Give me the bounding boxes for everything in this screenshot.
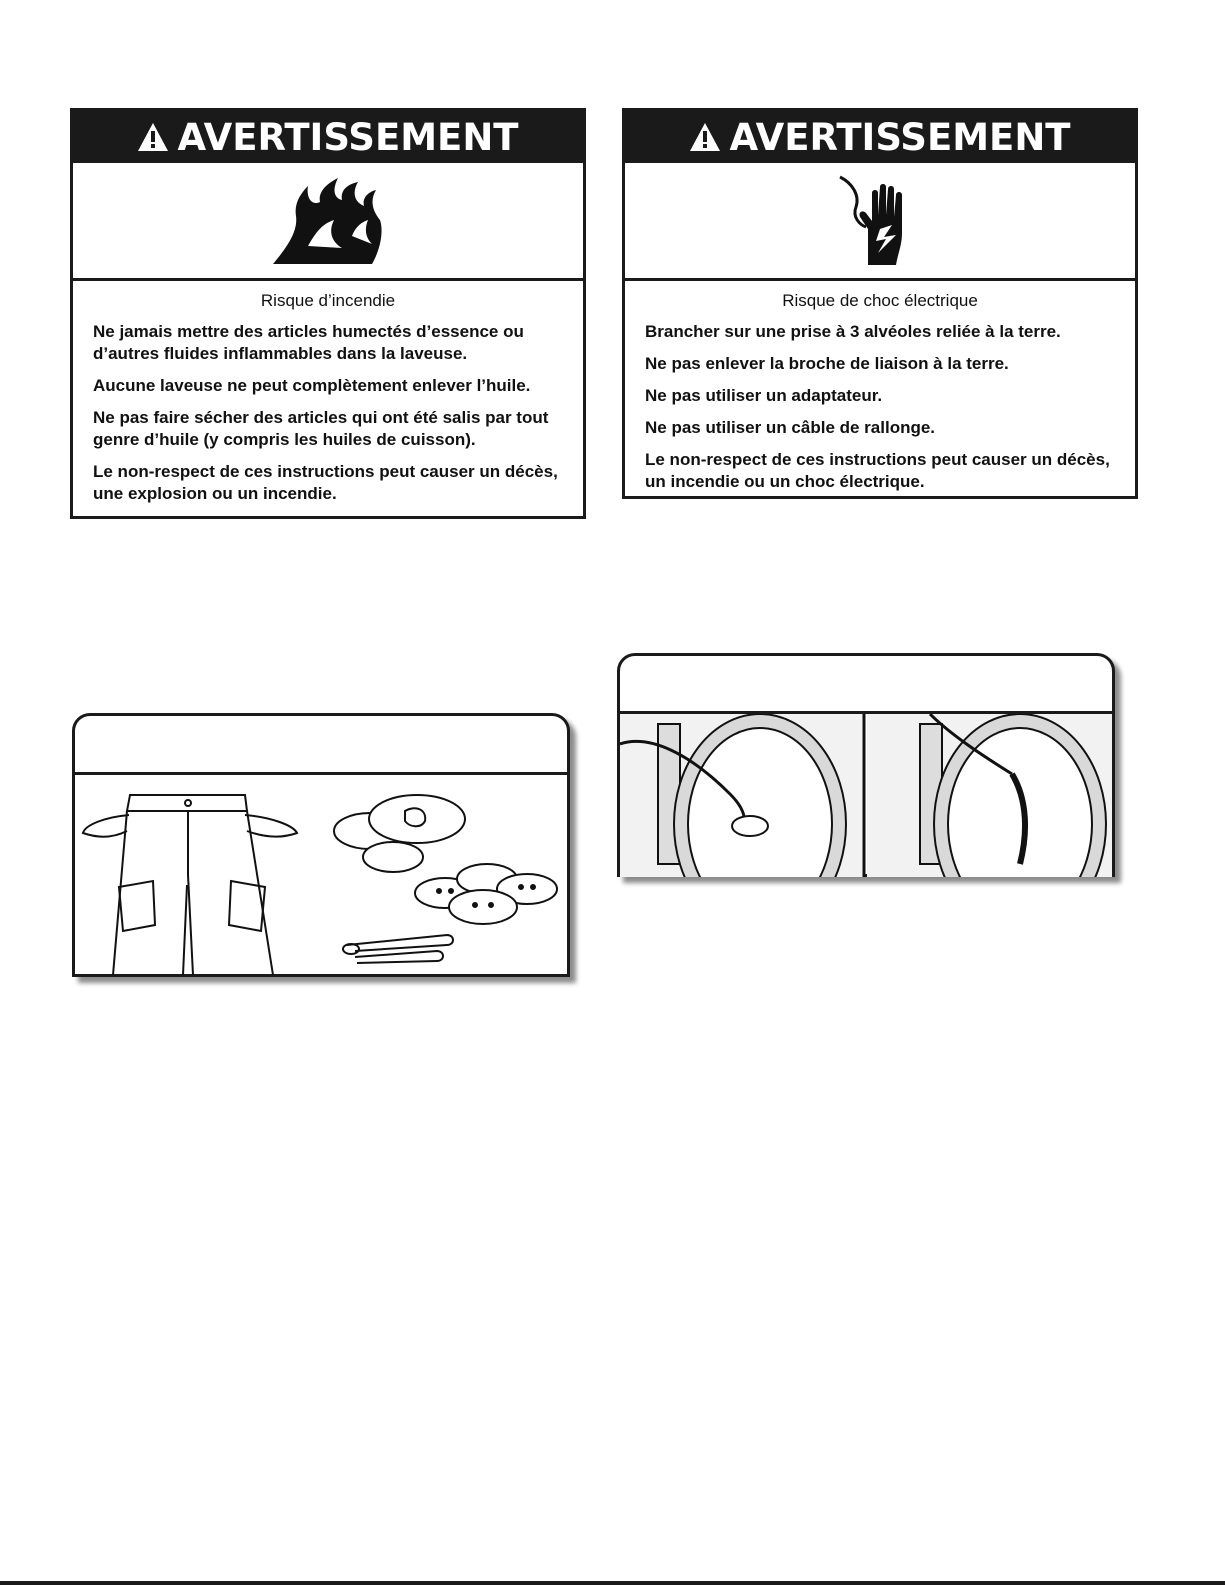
warning-body [73, 281, 583, 505]
warning-box-electric [622, 108, 1138, 499]
warning-symbol-area [625, 163, 1135, 281]
warning-header [625, 111, 1135, 163]
warning-symbol-area [73, 163, 583, 281]
buttons-icon [415, 864, 557, 924]
wipe-door-gasket-icon [620, 714, 864, 877]
illustration-door-seal [617, 653, 1115, 877]
warning-line: Brancher sur une prise à 3 alvéoles reliée à la terre. [645, 322, 1061, 341]
coins-icon [334, 795, 465, 872]
hazard-title: Risque d’incendie [260, 291, 396, 310]
safety-pins-icon [343, 935, 453, 963]
illustration-header-bar [620, 656, 1112, 714]
warning-title: AVERTISSEMENT [729, 115, 1071, 159]
warning-line: Ne pas enlever la broche de liaison à la terre. [645, 354, 1009, 373]
warning-line: Le non-respect de ces instructions peut causer un décès, un incendie ou un choc électrique. [645, 450, 1110, 491]
warning-line: Ne pas utiliser un adaptateur. [645, 386, 883, 405]
warning-line: Le non-respect de ces instructions peut causer un décès, une explosion ou un incendie. [93, 462, 558, 503]
illustration-empty-pockets [72, 713, 570, 977]
electric-shock-hand-icon [830, 173, 930, 269]
dry-door-gasket-icon [867, 714, 1112, 877]
hazard-title: Risque de choc électrique [782, 291, 978, 310]
fire-icon [268, 176, 388, 266]
alert-triangle-icon [137, 122, 169, 152]
warning-box-fire [70, 108, 586, 519]
warning-header [73, 111, 583, 163]
page-bottom-rule [0, 1581, 1225, 1585]
door-seal-illustration [620, 714, 1112, 877]
warning-line: Ne pas faire sécher des articles qui ont été salis par tout genre d’huile (y compris les huiles de cuisson). [93, 408, 549, 449]
alert-triangle-icon [689, 122, 721, 152]
pockets-illustration [75, 775, 567, 977]
warning-title: AVERTISSEMENT [177, 115, 519, 159]
warning-line: Ne pas utiliser un câble de rallonge. [645, 418, 936, 437]
warning-line: Aucune laveuse ne peut complètement enlever l’huile. [93, 376, 531, 395]
illustration-header-bar [75, 716, 567, 775]
empty-pants-pockets-icon [83, 795, 297, 975]
warning-body [625, 281, 1135, 493]
warning-line: Ne jamais mettre des articles humectés d’essence ou d’autres fluides inflammables dans la laveuse. [93, 322, 524, 363]
